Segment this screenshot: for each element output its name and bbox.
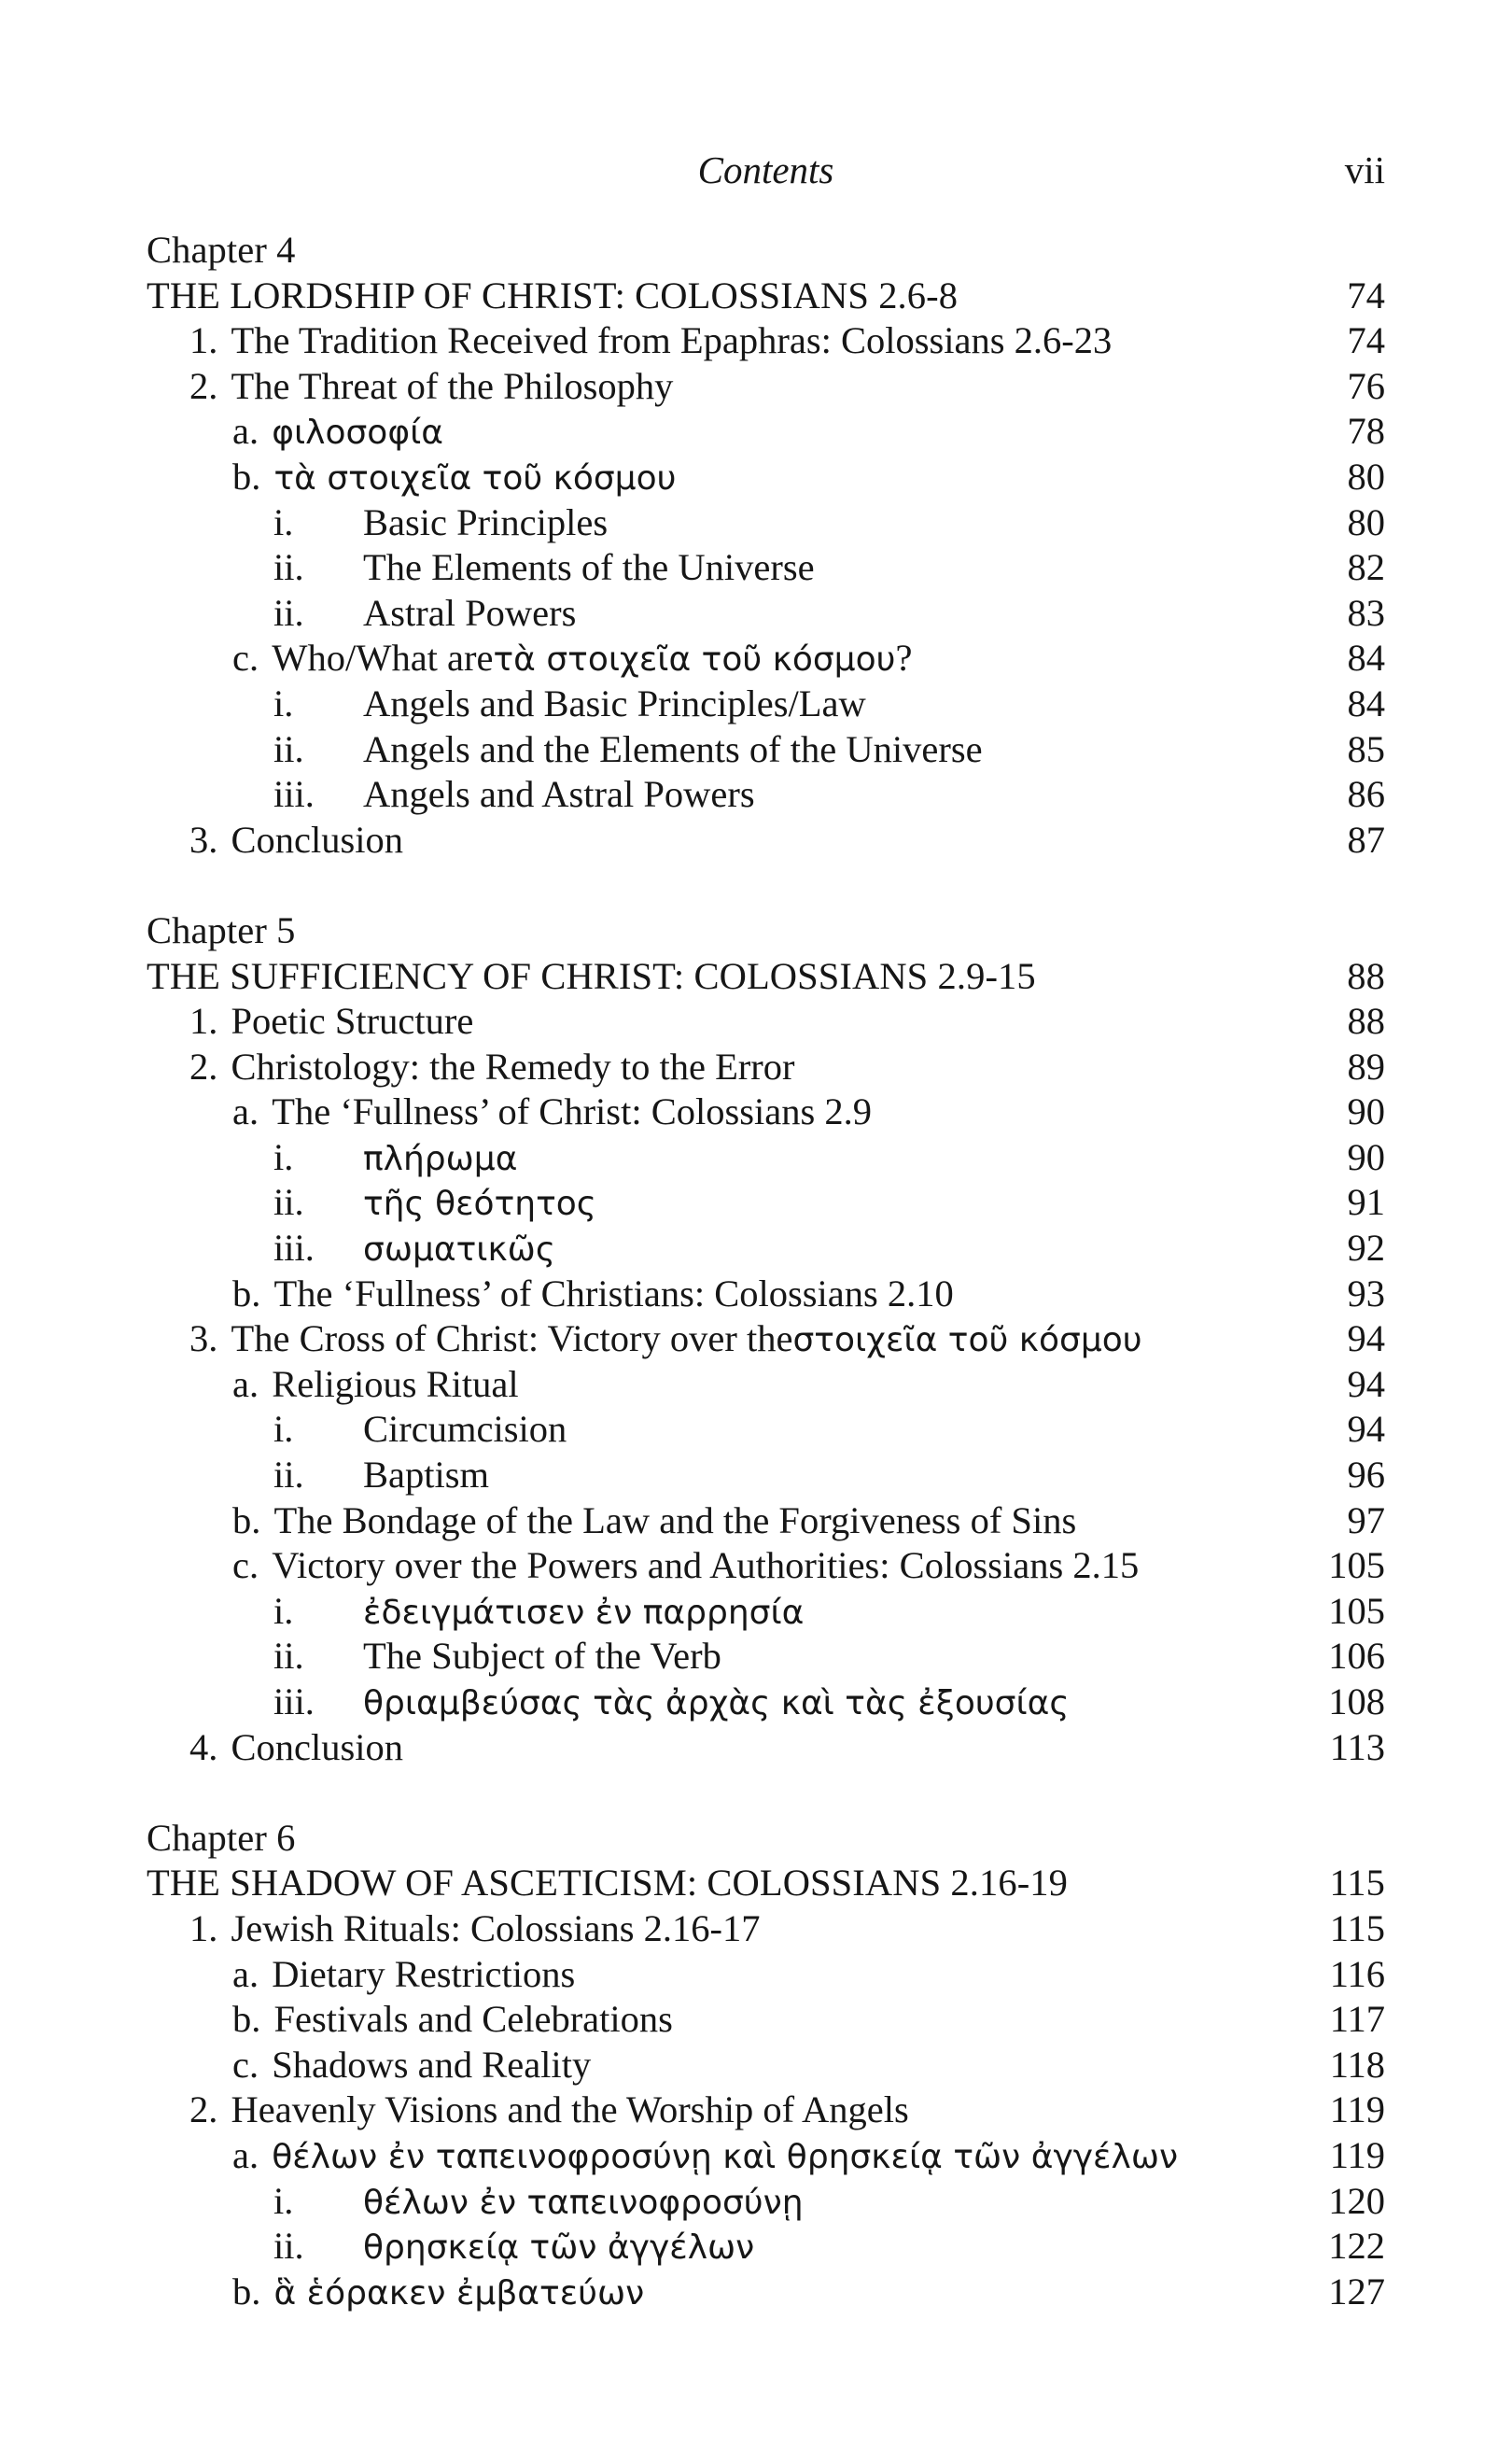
- entry-number: ii.: [273, 1635, 304, 1678]
- entry-text: The Tradition Received from Epaphras: Colossians 2.6-23: [231, 319, 1113, 362]
- page-ref: 94: [1347, 1362, 1385, 1405]
- toc-entry: [147, 1453, 1385, 1498]
- entry-number: i.: [273, 1135, 294, 1178]
- page-ref: 92: [1347, 1227, 1385, 1270]
- entry-text: Dietary Restrictions: [272, 1952, 576, 1995]
- entry-text: ἃ ἑόρακεν ἐμβατεύων: [273, 2273, 645, 2312]
- entry-text: The Subject of the Verb: [363, 1635, 721, 1678]
- entry-number: b.: [232, 2270, 261, 2312]
- toc-entry: [147, 1906, 1385, 1952]
- page-ref: 119: [1329, 2088, 1385, 2131]
- page-ref: 127: [1328, 2270, 1385, 2312]
- page-ref: 87: [1347, 818, 1385, 861]
- entry-text: The ‘Fullness’ of Christ: Colossians 2.9: [272, 1090, 872, 1133]
- toc-entry: [147, 364, 1385, 410]
- entry-number: i.: [273, 1589, 294, 1632]
- entry-number: c.: [232, 637, 259, 680]
- page-ref: 115: [1329, 1862, 1385, 1905]
- page-ref: 120: [1328, 2179, 1385, 2222]
- entry-number: c.: [232, 1544, 259, 1587]
- entry-text: θριαμβεύσας τὰς ἀρχὰς καὶ τὰς ἐξουσίας: [363, 1684, 1070, 1722]
- page-ref: 117: [1329, 1998, 1385, 2041]
- toc-entry: [147, 1362, 1385, 1408]
- page-ref: 116: [1329, 1952, 1385, 1995]
- page-ref: 80: [1347, 455, 1385, 498]
- entry-text: ἐδειγμάτισεν ἐν παρρησία: [363, 1593, 805, 1632]
- entry-number: c.: [232, 2043, 259, 2086]
- chapter-4-block: [147, 228, 1385, 863]
- toc-entry: [147, 1997, 1385, 2043]
- toc-entry: [147, 455, 1385, 500]
- entry-number: iii.: [273, 1227, 315, 1270]
- entry-number: iii.: [273, 773, 315, 816]
- entry-text: Festivals and Celebrations: [273, 1998, 673, 2041]
- toc-entry: [147, 1135, 1385, 1181]
- toc-entry: [147, 2224, 1385, 2270]
- entry-number: 3.: [189, 818, 218, 861]
- entry-text: σωματικῶς: [363, 1230, 555, 1270]
- entry-text: The Bondage of the Law and the Forgiveness of Sins: [273, 1498, 1077, 1541]
- entry-text: στοιχεῖα τοῦ κόσμου: [792, 1321, 1142, 1360]
- toc-entry: [147, 727, 1385, 773]
- toc-entry: [147, 999, 1385, 1045]
- entry-text: Angels and the Elements of the Universe: [363, 727, 983, 770]
- entry-text: τὰ στοιχεῖα τοῦ κόσμου: [273, 458, 677, 498]
- entry-text: Conclusion: [231, 818, 404, 861]
- page-ref: 85: [1347, 727, 1385, 770]
- entry-number: 3.: [189, 1317, 218, 1360]
- entry-number: a.: [232, 1090, 259, 1133]
- toc-entry: [147, 1045, 1385, 1090]
- page-ref: 96: [1347, 1454, 1385, 1497]
- entry-number: i.: [273, 2179, 294, 2222]
- page-ref: 86: [1347, 773, 1385, 816]
- entry-number: b.: [232, 1272, 261, 1314]
- chapter-title: [147, 1861, 1385, 1906]
- page-ref: 119: [1329, 2133, 1385, 2176]
- entry-number: b.: [232, 455, 261, 498]
- toc-entry: [147, 1272, 1385, 1317]
- chapter-label: [147, 228, 1385, 274]
- toc-entry: [147, 1226, 1385, 1272]
- page-ref: 94: [1347, 1317, 1385, 1360]
- entry-text: φιλοσοφία: [272, 414, 443, 453]
- entry-number: a.: [232, 1952, 259, 1995]
- entry-text: The Elements of the Universe: [363, 546, 815, 589]
- entry-text: θέλων ἐν ταπεινοφροσύνῃ καὶ θρησκείᾳ τῶν ἀγγέλων: [272, 2137, 1179, 2176]
- page-ref: 84: [1347, 682, 1385, 724]
- entry-text: Heavenly Visions and the Worship of Angels: [231, 2088, 909, 2131]
- page-ref: 74: [1347, 319, 1385, 362]
- entry-text: θέλων ἐν ταπεινοφροσύνῃ: [363, 2183, 804, 2222]
- toc-entry: [147, 500, 1385, 546]
- page-ref: 88: [1347, 954, 1385, 997]
- folio-page-number: vii: [1344, 148, 1385, 191]
- toc-entry: [147, 2088, 1385, 2133]
- page-ref: 106: [1328, 1635, 1385, 1678]
- page-ref: 89: [1347, 1045, 1385, 1088]
- entry-text: Angels and Astral Powers: [363, 773, 755, 816]
- entry-text: THE SHADOW OF ASCETICISM: COLOSSIANS 2.16-19: [147, 1862, 1068, 1905]
- entry-number: i.: [273, 1408, 294, 1451]
- entry-number: 2.: [189, 1045, 218, 1088]
- toc-entry: [147, 1680, 1385, 1725]
- entry-number: b.: [232, 1498, 261, 1541]
- running-title: Contents: [697, 148, 834, 191]
- page-ref: 118: [1329, 2043, 1385, 2086]
- entry-number: ii.: [273, 1454, 304, 1497]
- entry-text: Victory over the Powers and Authorities: Colossians 2.15: [272, 1544, 1140, 1587]
- toc-entry: [147, 545, 1385, 591]
- entry-number: ii.: [273, 2225, 304, 2268]
- entry-number: ii.: [273, 727, 304, 770]
- toc-entry: [147, 772, 1385, 818]
- toc-entry: [147, 1725, 1385, 1771]
- entry-number: 2.: [189, 364, 218, 407]
- entry-number: 1.: [189, 319, 218, 362]
- toc-entry: [147, 2270, 1385, 2315]
- entry-number: i.: [273, 682, 294, 724]
- chapter-title: [147, 954, 1385, 1000]
- page-ref: 83: [1347, 591, 1385, 634]
- toc-entry: [147, 818, 1385, 864]
- page-ref: 84: [1347, 637, 1385, 680]
- entry-text: ?: [895, 637, 913, 680]
- toc-entry: [147, 2043, 1385, 2088]
- entry-number: a.: [232, 1362, 259, 1405]
- page-ref: 94: [1347, 1408, 1385, 1451]
- toc-entry: [147, 1634, 1385, 1680]
- entry-text: πλήρωμα: [363, 1139, 518, 1178]
- page-ref: 90: [1347, 1135, 1385, 1178]
- page-ref: 108: [1328, 1680, 1385, 1722]
- page-ref: 97: [1347, 1498, 1385, 1541]
- page-ref: 90: [1347, 1090, 1385, 1133]
- entry-text: θρησκείᾳ τῶν ἀγγέλων: [363, 2228, 755, 2268]
- page-ref: 113: [1329, 1725, 1385, 1768]
- page-ref: 115: [1329, 1906, 1385, 1949]
- entry-number: 1.: [189, 1906, 218, 1949]
- entry-text: Baptism: [363, 1454, 490, 1497]
- toc-entry: [147, 591, 1385, 637]
- entry-number: ii.: [273, 1181, 304, 1224]
- page-ref: 105: [1328, 1589, 1385, 1632]
- entry-text: The Threat of the Philosophy: [231, 364, 674, 407]
- chapter-5-block: [147, 908, 1385, 1770]
- entry-number: 1.: [189, 1000, 218, 1043]
- table-of-contents: [147, 228, 1385, 2360]
- entry-text: Circumcision: [363, 1408, 567, 1451]
- toc-entry: [147, 1180, 1385, 1226]
- page-ref: 93: [1347, 1272, 1385, 1314]
- entry-number: iii.: [273, 1680, 315, 1722]
- entry-text: Angels and Basic Principles/Law: [363, 682, 866, 724]
- running-head: [147, 142, 1385, 198]
- page-ref: 91: [1347, 1181, 1385, 1224]
- entry-number: ii.: [273, 591, 304, 634]
- toc-entry: [147, 1952, 1385, 1998]
- entry-text: τὰ στοιχεῖα τοῦ κόσμου: [493, 640, 896, 680]
- entry-text: Conclusion: [231, 1725, 404, 1768]
- entry-text: Basic Principles: [363, 500, 609, 543]
- entry-text: Jewish Rituals: Colossians 2.16-17: [231, 1906, 761, 1949]
- chapter-label: [147, 1816, 1385, 1862]
- toc-entry: [147, 1589, 1385, 1635]
- entry-text: Chapter 4: [147, 229, 296, 271]
- page-ref: 80: [1347, 500, 1385, 543]
- page-ref: 74: [1347, 274, 1385, 316]
- page-ref: 122: [1328, 2225, 1385, 2268]
- entry-text: τῆς θεότητος: [363, 1185, 596, 1224]
- entry-number: a.: [232, 410, 259, 453]
- toc-entry: [147, 318, 1385, 364]
- toc-entry: [147, 1498, 1385, 1544]
- entry-number: b.: [232, 1998, 261, 2041]
- entry-text: THE LORDSHIP OF CHRIST: COLOSSIANS 2.6-8: [147, 274, 959, 316]
- chapter-title: [147, 274, 1385, 319]
- entry-text: Chapter 6: [147, 1816, 296, 1859]
- entry-text: Poetic Structure: [231, 1000, 474, 1043]
- page-ref: 78: [1347, 410, 1385, 453]
- toc-entry: [147, 2133, 1385, 2179]
- page-ref: 76: [1347, 364, 1385, 407]
- chapter-label: [147, 908, 1385, 954]
- page-ref: 105: [1328, 1544, 1385, 1587]
- toc-entry: [147, 1089, 1385, 1135]
- entry-text: Astral Powers: [363, 591, 577, 634]
- entry-number: ii.: [273, 546, 304, 589]
- toc-entry: [147, 682, 1385, 727]
- entry-number: 4.: [189, 1725, 218, 1768]
- entry-text: THE SUFFICIENCY OF CHRIST: COLOSSIANS 2.9-15: [147, 954, 1036, 997]
- entry-text: Chapter 5: [147, 908, 296, 951]
- toc-entry: [147, 1543, 1385, 1589]
- entry-text: Shadows and Reality: [272, 2043, 592, 2086]
- toc-entry: [147, 409, 1385, 455]
- entry-number: a.: [232, 2133, 259, 2176]
- page-ref: 88: [1347, 1000, 1385, 1043]
- entry-number: 2.: [189, 2088, 218, 2131]
- entry-text: The ‘Fullness’ of Christians: Colossians 2.10: [273, 1272, 954, 1314]
- entry-text: The Cross of Christ: Victory over the: [231, 1317, 793, 1360]
- entry-number: i.: [273, 500, 294, 543]
- entry-text: Who/What are: [272, 637, 494, 680]
- entry-text: Religious Ritual: [272, 1362, 519, 1405]
- toc-entry: [147, 636, 1385, 682]
- toc-entry: [147, 1407, 1385, 1453]
- entry-text: Christology: the Remedy to the Error: [231, 1045, 795, 1088]
- toc-entry: [147, 1316, 1385, 1362]
- chapter-6-block: [147, 1816, 1385, 2315]
- page-ref: 82: [1347, 546, 1385, 589]
- toc-entry: [147, 2179, 1385, 2225]
